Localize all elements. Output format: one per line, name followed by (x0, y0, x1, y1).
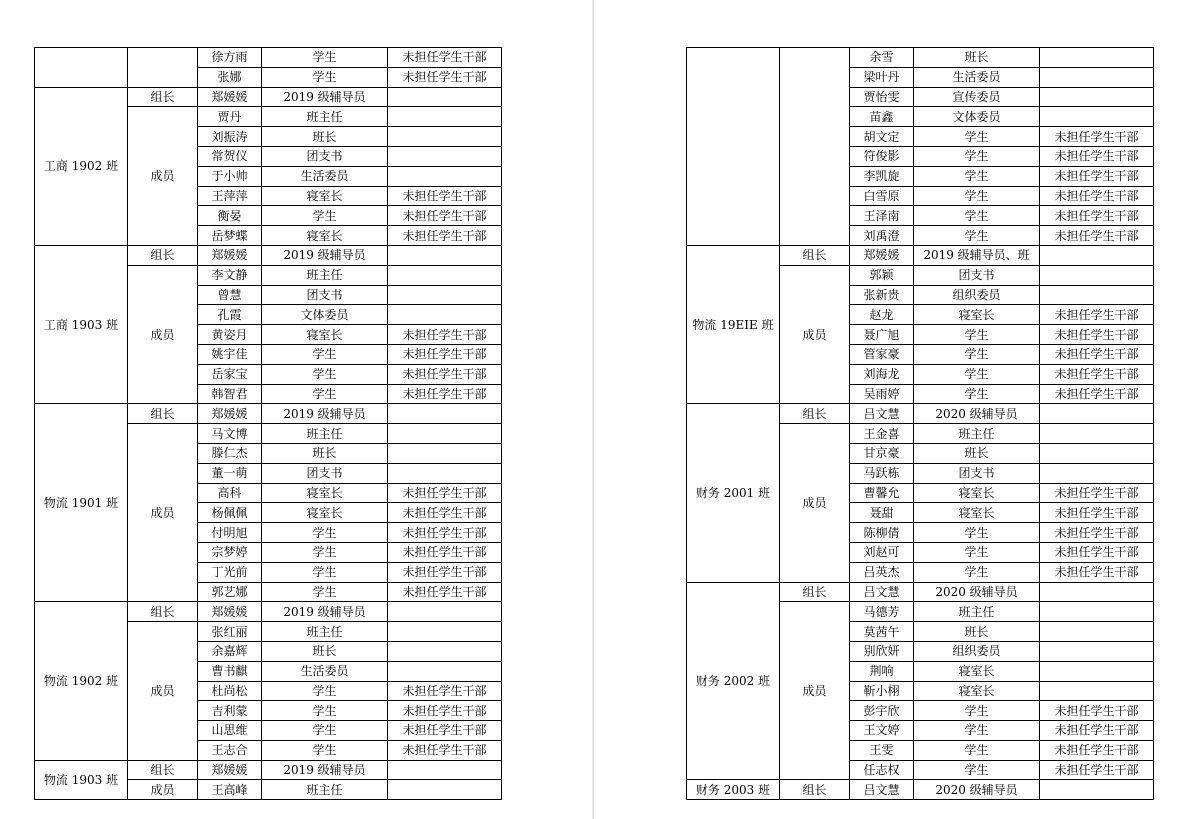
position-cell: 寝室长 (914, 305, 1040, 325)
member-name-cell: 王雯 (850, 740, 914, 760)
member-name-cell: 山思维 (198, 721, 262, 741)
position-cell: 班主任 (262, 622, 388, 642)
cadre-status-cell: 未担任学生干部 (1040, 344, 1154, 364)
member-name-cell: 丁光前 (198, 562, 262, 582)
position-cell: 学生 (262, 206, 388, 226)
cadre-status-cell: 未担任学生干部 (1040, 721, 1154, 741)
cadre-status-cell (388, 622, 502, 642)
position-cell: 组织委员 (914, 641, 1040, 661)
member-name-cell: 李文静 (198, 265, 262, 285)
member-name-cell: 孔霞 (198, 305, 262, 325)
cadre-status-cell (388, 424, 502, 444)
member-name-cell: 白雪原 (850, 186, 914, 206)
member-name-cell: 莫茜午 (850, 622, 914, 642)
class-name-cell (35, 48, 128, 88)
cadre-status-cell: 未担任学生干部 (1040, 127, 1154, 147)
cadre-status-cell: 未担任学生干部 (1040, 166, 1154, 186)
group-role-cell: 组长 (128, 760, 198, 780)
cadre-status-cell (1040, 463, 1154, 483)
member-name-cell: 刘振涛 (198, 127, 262, 147)
class-name-cell: 工商 1902 班 (35, 87, 128, 245)
position-cell: 学生 (914, 226, 1040, 246)
cadre-status-cell: 未担任学生干部 (1040, 523, 1154, 543)
member-name-cell: 余雪 (850, 48, 914, 68)
position-cell: 团支书 (914, 265, 1040, 285)
position-cell: 学生 (914, 364, 1040, 384)
cadre-status-cell (1040, 404, 1154, 424)
position-cell: 寝室长 (914, 661, 1040, 681)
cadre-status-cell: 未担任学生干部 (388, 206, 502, 226)
position-cell: 寝室长 (262, 483, 388, 503)
position-cell: 生活委员 (262, 661, 388, 681)
cadre-status-cell: 未担任学生干部 (388, 701, 502, 721)
position-cell: 学生 (262, 48, 388, 68)
cadre-status-cell: 未担任学生干部 (1040, 325, 1154, 345)
member-name-cell: 高科 (198, 483, 262, 503)
member-name-cell: 刘禹澄 (850, 226, 914, 246)
member-name-cell: 梁叶丹 (850, 67, 914, 87)
position-cell: 学生 (914, 206, 1040, 226)
member-name-cell: 吕文慧 (850, 780, 914, 800)
position-cell: 团支书 (262, 463, 388, 483)
cadre-status-cell: 未担任学生干部 (1040, 206, 1154, 226)
member-name-cell: 郑媛媛 (198, 87, 262, 107)
table-row (687, 245, 1154, 265)
cadre-status-cell: 未担任学生干部 (388, 523, 502, 543)
member-name-cell: 马文博 (198, 424, 262, 444)
cadre-status-cell (388, 285, 502, 305)
member-name-cell: 王高峰 (198, 780, 262, 800)
cadre-status-cell: 未担任学生干部 (1040, 305, 1154, 325)
member-name-cell: 郑媛媛 (198, 760, 262, 780)
member-name-cell: 郑媛媛 (850, 245, 914, 265)
roster-table-left (34, 47, 502, 800)
table-row (35, 602, 502, 622)
member-name-cell: 贾丹 (198, 107, 262, 127)
table-row (35, 760, 502, 780)
cadre-status-cell (1040, 582, 1154, 602)
member-name-cell: 任志权 (850, 760, 914, 780)
position-cell: 班主任 (262, 265, 388, 285)
group-role-cell: 成员 (128, 107, 198, 246)
cadre-status-cell: 未担任学生干部 (388, 67, 502, 87)
cadre-status-cell: 未担任学生干部 (1040, 740, 1154, 760)
class-name-cell: 物流 1901 班 (35, 404, 128, 602)
position-cell: 学生 (262, 721, 388, 741)
group-role-cell: 成员 (128, 780, 198, 800)
cadre-status-cell (1040, 443, 1154, 463)
member-name-cell: 岳梦蝶 (198, 226, 262, 246)
cadre-status-cell (388, 404, 502, 424)
member-name-cell: 常贺仪 (198, 146, 262, 166)
group-role-cell: 成员 (780, 602, 850, 780)
table-row (35, 404, 502, 424)
cadre-status-cell: 未担任学生干部 (388, 562, 502, 582)
member-name-cell: 聂甜 (850, 503, 914, 523)
position-cell: 学生 (914, 701, 1040, 721)
position-cell: 生活委员 (262, 166, 388, 186)
cadre-status-cell: 未担任学生干部 (1040, 562, 1154, 582)
group-role-cell: 组长 (128, 602, 198, 622)
member-name-cell: 滕仁杰 (198, 443, 262, 463)
cadre-status-cell: 未担任学生干部 (388, 48, 502, 68)
position-cell: 学生 (914, 523, 1040, 543)
group-role-cell: 成员 (128, 622, 198, 761)
class-name-cell: 物流 19EIE 班 (687, 245, 780, 403)
member-name-cell: 郑媛媛 (198, 245, 262, 265)
position-cell: 学生 (914, 166, 1040, 186)
member-name-cell: 郑媛媛 (198, 404, 262, 424)
group-role-cell: 成员 (128, 265, 198, 404)
cadre-status-cell (388, 760, 502, 780)
table-row (35, 48, 502, 68)
cadre-status-cell: 未担任学生干部 (388, 384, 502, 404)
position-cell: 组织委员 (914, 285, 1040, 305)
member-name-cell: 张新贵 (850, 285, 914, 305)
position-cell: 宣传委员 (914, 87, 1040, 107)
member-name-cell: 荆响 (850, 661, 914, 681)
member-name-cell: 吴雨婷 (850, 384, 914, 404)
cadre-status-cell (388, 245, 502, 265)
position-cell: 学生 (914, 186, 1040, 206)
cadre-status-cell (388, 166, 502, 186)
group-role-cell: 组长 (128, 87, 198, 107)
member-name-cell: 余嘉辉 (198, 641, 262, 661)
position-cell: 班长 (262, 443, 388, 463)
position-cell: 2019 级辅导员 (262, 245, 388, 265)
roster-table-right (686, 47, 1154, 800)
member-name-cell: 苗鑫 (850, 107, 914, 127)
position-cell: 文体委员 (262, 305, 388, 325)
position-cell: 学生 (914, 384, 1040, 404)
position-cell: 寝室长 (914, 483, 1040, 503)
member-name-cell: 曾慧 (198, 285, 262, 305)
cadre-status-cell (1040, 285, 1154, 305)
position-cell: 学生 (262, 582, 388, 602)
position-cell: 班长 (262, 641, 388, 661)
table-row (687, 48, 1154, 68)
position-cell: 2019 级辅导员 (262, 404, 388, 424)
position-cell: 学生 (914, 127, 1040, 147)
cadre-status-cell (388, 146, 502, 166)
group-role-cell: 组长 (780, 404, 850, 424)
group-role-cell: 成员 (780, 424, 850, 582)
cadre-status-cell (1040, 87, 1154, 107)
position-cell: 学生 (914, 325, 1040, 345)
class-name-cell: 财务 2002 班 (687, 582, 780, 780)
cadre-status-cell: 未担任学生干部 (1040, 384, 1154, 404)
cadre-status-cell: 未担任学生干部 (388, 325, 502, 345)
class-name-cell: 工商 1903 班 (35, 245, 128, 403)
member-name-cell: 彭宇欣 (850, 701, 914, 721)
cadre-status-cell: 未担任学生干部 (1040, 186, 1154, 206)
position-cell: 学生 (914, 146, 1040, 166)
member-name-cell: 赵龙 (850, 305, 914, 325)
cadre-status-cell: 未担任学生干部 (1040, 146, 1154, 166)
member-name-cell: 胡文定 (850, 127, 914, 147)
cadre-status-cell: 未担任学生干部 (388, 681, 502, 701)
cadre-status-cell: 未担任学生干部 (388, 582, 502, 602)
class-name-cell (687, 48, 780, 246)
position-cell: 班主任 (262, 780, 388, 800)
table-row (687, 582, 1154, 602)
member-name-cell: 符俊影 (850, 146, 914, 166)
position-cell: 学生 (262, 701, 388, 721)
member-name-cell: 韩智君 (198, 384, 262, 404)
cadre-status-cell (1040, 661, 1154, 681)
cadre-status-cell: 未担任学生干部 (388, 364, 502, 384)
class-name-cell: 物流 1902 班 (35, 602, 128, 760)
cadre-status-cell: 未担任学生干部 (1040, 226, 1154, 246)
cadre-status-cell (388, 641, 502, 661)
table-row (35, 87, 502, 107)
member-name-cell: 聂广旭 (850, 325, 914, 345)
group-role-cell: 组长 (780, 582, 850, 602)
member-name-cell: 靳小栩 (850, 681, 914, 701)
member-name-cell: 陈柳倩 (850, 523, 914, 543)
cadre-status-cell (388, 127, 502, 147)
member-name-cell: 吉利蒙 (198, 701, 262, 721)
position-cell: 寝室长 (262, 503, 388, 523)
cadre-status-cell (388, 780, 502, 800)
cadre-status-cell: 未担任学生干部 (1040, 503, 1154, 523)
cadre-status-cell (1040, 641, 1154, 661)
member-name-cell: 郭艺娜 (198, 582, 262, 602)
position-cell: 寝室长 (262, 226, 388, 246)
position-cell: 学生 (262, 67, 388, 87)
member-name-cell: 马德芳 (850, 602, 914, 622)
document-page-left (0, 0, 592, 819)
cadre-status-cell (388, 443, 502, 463)
member-name-cell: 甘京豪 (850, 443, 914, 463)
position-cell: 寝室长 (914, 503, 1040, 523)
member-name-cell: 杨佩佩 (198, 503, 262, 523)
cadre-status-cell (388, 107, 502, 127)
cadre-status-cell (1040, 681, 1154, 701)
cadre-status-cell: 未担任学生干部 (1040, 483, 1154, 503)
position-cell: 寝室长 (914, 681, 1040, 701)
document-page-right (594, 0, 1186, 819)
cadre-status-cell: 未担任学生干部 (388, 483, 502, 503)
position-cell: 学生 (914, 542, 1040, 562)
position-cell: 学生 (262, 740, 388, 760)
position-cell: 学生 (914, 740, 1040, 760)
position-cell: 2019 级辅导员、班 (914, 245, 1040, 265)
cadre-status-cell: 未担任学生干部 (388, 186, 502, 206)
position-cell: 班主任 (914, 602, 1040, 622)
cadre-status-cell: 未担任学生干部 (1040, 542, 1154, 562)
group-role-cell (128, 48, 198, 88)
group-role-cell (780, 48, 850, 246)
table-row (687, 404, 1154, 424)
class-name-cell: 财务 2001 班 (687, 404, 780, 582)
position-cell: 班长 (914, 443, 1040, 463)
member-name-cell: 王志合 (198, 740, 262, 760)
member-name-cell: 郭颖 (850, 265, 914, 285)
position-cell: 班主任 (262, 107, 388, 127)
position-cell: 生活委员 (914, 67, 1040, 87)
cadre-status-cell (388, 661, 502, 681)
position-cell: 2020 级辅导员 (914, 404, 1040, 424)
member-name-cell: 于小帅 (198, 166, 262, 186)
class-name-cell: 物流 1903 班 (35, 760, 128, 800)
member-name-cell: 马跃栋 (850, 463, 914, 483)
cadre-status-cell: 未担任学生干部 (388, 721, 502, 741)
position-cell: 寝室长 (262, 325, 388, 345)
cadre-status-cell (1040, 48, 1154, 68)
member-name-cell: 王萍萍 (198, 186, 262, 206)
member-name-cell: 董一萌 (198, 463, 262, 483)
member-name-cell: 王泽南 (850, 206, 914, 226)
position-cell: 班长 (914, 48, 1040, 68)
member-name-cell: 郑媛媛 (198, 602, 262, 622)
cadre-status-cell: 未担任学生干部 (388, 226, 502, 246)
member-name-cell: 吕文慧 (850, 404, 914, 424)
group-role-cell: 成员 (780, 265, 850, 404)
member-name-cell: 岳家宝 (198, 364, 262, 384)
roster-table-body (687, 48, 1154, 800)
cadre-status-cell: 未担任学生干部 (388, 503, 502, 523)
member-name-cell: 张红丽 (198, 622, 262, 642)
table-row (35, 245, 502, 265)
member-name-cell: 曹书麒 (198, 661, 262, 681)
position-cell: 2019 级辅导员 (262, 760, 388, 780)
cadre-status-cell (388, 265, 502, 285)
position-cell: 团支书 (262, 146, 388, 166)
cadre-status-cell: 未担任学生干部 (1040, 364, 1154, 384)
member-name-cell: 黄姿月 (198, 325, 262, 345)
group-role-cell: 组长 (128, 245, 198, 265)
group-role-cell: 组长 (128, 404, 198, 424)
position-cell: 学生 (262, 364, 388, 384)
position-cell: 2020 级辅导员 (914, 780, 1040, 800)
cadre-status-cell: 未担任学生干部 (388, 344, 502, 364)
class-name-cell: 财务 2003 班 (687, 780, 780, 800)
cadre-status-cell (1040, 780, 1154, 800)
position-cell: 学生 (914, 344, 1040, 364)
position-cell: 学生 (262, 523, 388, 543)
member-name-cell: 李凯旋 (850, 166, 914, 186)
position-cell: 学生 (262, 384, 388, 404)
position-cell: 文体委员 (914, 107, 1040, 127)
cadre-status-cell: 未担任学生干部 (1040, 701, 1154, 721)
cadre-status-cell (388, 87, 502, 107)
position-cell: 班主任 (262, 424, 388, 444)
member-name-cell: 吕英杰 (850, 562, 914, 582)
member-name-cell: 王文婷 (850, 721, 914, 741)
member-name-cell: 刘海龙 (850, 364, 914, 384)
member-name-cell: 姚宇佳 (198, 344, 262, 364)
member-name-cell: 付明旭 (198, 523, 262, 543)
cadre-status-cell: 未担任学生干部 (388, 740, 502, 760)
member-name-cell: 吕文慧 (850, 582, 914, 602)
member-name-cell: 杜尚松 (198, 681, 262, 701)
position-cell: 团支书 (262, 285, 388, 305)
group-role-cell: 成员 (128, 424, 198, 602)
position-cell: 学生 (914, 562, 1040, 582)
position-cell: 团支书 (914, 463, 1040, 483)
group-role-cell: 组长 (780, 245, 850, 265)
cadre-status-cell (1040, 602, 1154, 622)
member-name-cell: 衡晏 (198, 206, 262, 226)
position-cell: 2019 级辅导员 (262, 602, 388, 622)
table-row (687, 780, 1154, 800)
position-cell: 2019 级辅导员 (262, 87, 388, 107)
roster-table-body (35, 48, 502, 800)
cadre-status-cell (388, 305, 502, 325)
cadre-status-cell (1040, 424, 1154, 444)
position-cell: 学生 (262, 344, 388, 364)
position-cell: 班长 (914, 622, 1040, 642)
cadre-status-cell (1040, 622, 1154, 642)
cadre-status-cell (1040, 67, 1154, 87)
position-cell: 学生 (262, 562, 388, 582)
member-name-cell: 王金喜 (850, 424, 914, 444)
member-name-cell: 徐方雨 (198, 48, 262, 68)
cadre-status-cell: 未担任学生干部 (1040, 760, 1154, 780)
position-cell: 学生 (914, 760, 1040, 780)
cadre-status-cell (1040, 245, 1154, 265)
position-cell: 学生 (262, 681, 388, 701)
member-name-cell: 宗梦婷 (198, 542, 262, 562)
member-name-cell: 贾怡雯 (850, 87, 914, 107)
position-cell: 寝室长 (262, 186, 388, 206)
member-name-cell: 别欣妍 (850, 641, 914, 661)
position-cell: 班主任 (914, 424, 1040, 444)
position-cell: 学生 (914, 721, 1040, 741)
group-role-cell: 组长 (780, 780, 850, 800)
position-cell: 班长 (262, 127, 388, 147)
member-name-cell: 刘赵可 (850, 542, 914, 562)
member-name-cell: 张娜 (198, 67, 262, 87)
cadre-status-cell (1040, 107, 1154, 127)
cadre-status-cell (388, 463, 502, 483)
member-name-cell: 管家豪 (850, 344, 914, 364)
member-name-cell: 曹馨允 (850, 483, 914, 503)
cadre-status-cell (1040, 265, 1154, 285)
cadre-status-cell: 未担任学生干部 (388, 542, 502, 562)
position-cell: 学生 (262, 542, 388, 562)
cadre-status-cell (388, 602, 502, 622)
position-cell: 2020 级辅导员 (914, 582, 1040, 602)
